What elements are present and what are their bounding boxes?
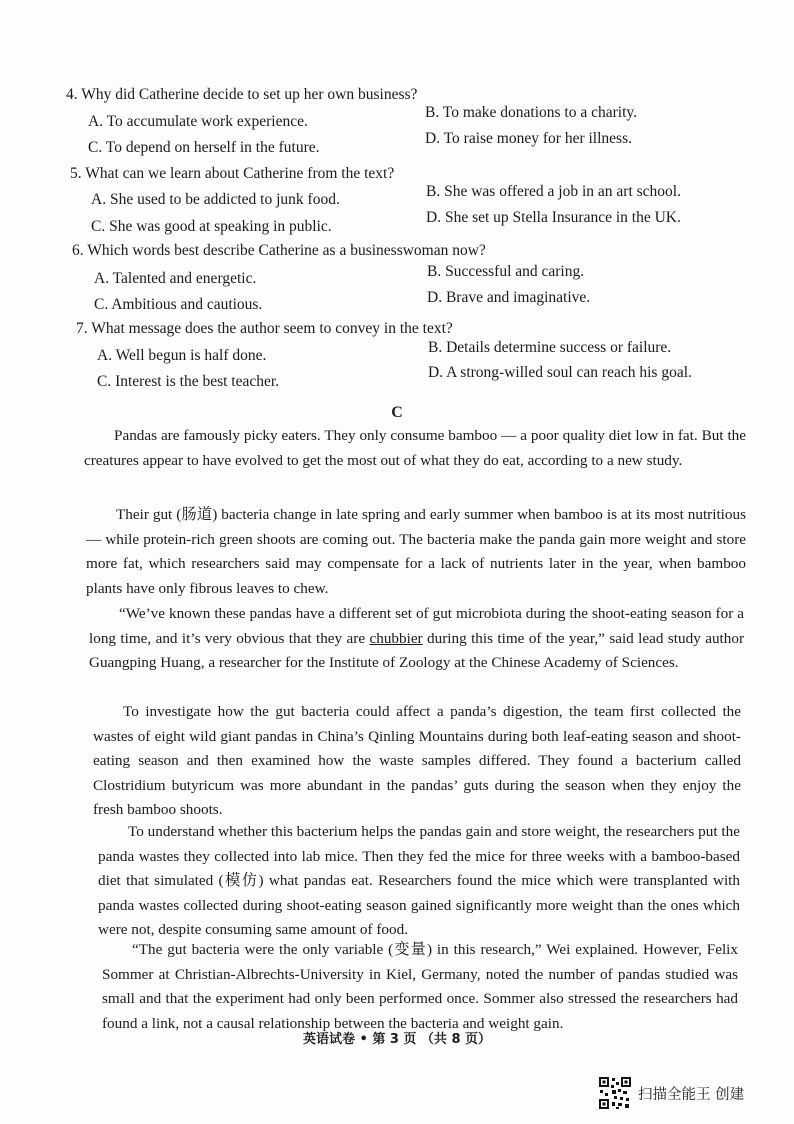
qr-code-icon xyxy=(598,1076,632,1110)
question-6-option-d: D. Brave and imaginative. xyxy=(427,289,591,306)
question-5-stem: 5. What can we learn about Catherine from the text? xyxy=(70,165,395,182)
underlined-word: chubbier xyxy=(369,629,423,647)
question-5-option-d: D. She set up Stella Insurance in the UK. xyxy=(426,209,681,226)
question-4-option-a: A. To accumulate work experience. xyxy=(88,113,308,130)
passage-paragraph-5: To understand whether this bacterium helps the pandas gain and store weight, the researchers put the panda wastes they collected into lab mice. Then they fed the mice for three weeks with a bamboo-based diet that simulated (模仿) what pandas eat. Researchers found the mice which were transplanted with panda wastes collected during shoot-eating season gained significantly more weight than the ones which were not, despite consuming same amount of food. xyxy=(98,823,740,938)
passage-paragraph-2: Their gut (肠道) bacteria change in late spring and early summer when bamboo is at its most nutritious — while protein-rich green shoots are coming out. The bacteria make the panda gain more weight and store more fat, which researchers said may compensate for a lack of nutrients later in the year, when bamboo plants have only fibrous leaves to chew. xyxy=(86,506,746,597)
question-6-stem: 6. Which words best describe Catherine as a businesswoman now? xyxy=(72,242,486,259)
passage-paragraph-3 xyxy=(89,602,744,676)
question-6-option-b: B. Successful and caring. xyxy=(427,263,585,280)
question-5-option-c: C. She was good at speaking in public. xyxy=(91,218,332,235)
section-title: C xyxy=(391,404,403,421)
question-5-option-b: B. She was offered a job in an art school. xyxy=(426,183,681,200)
watermark-text: 扫描全能王 创建 xyxy=(638,1086,745,1103)
passage-paragraph-4: To investigate how the gut bacteria could affect a panda’s digestion, the team first collected the wastes of eight wild giant pandas in China’s Qinling Mountains during both leaf-eating season and shoot-eating season and then examined how the waste samples differed. They found a bacterium called Clostridium butyricum was more abundant in the pandas’ guts during the season when they enjoy the fresh bamboo shoots. xyxy=(93,703,741,818)
question-5-option-a: A. She used to be addicted to junk food. xyxy=(91,191,340,208)
passage-paragraph-6: “The gut bacteria were the only variable (变量) in this research,” Wei explained. However, Felix Sommer at Christian-Albrechts-University in Kiel, Germany, noted the number of pandas studied was small and that the experiment had only been performed once. Sommer also stressed the researchers had found a link, not a causal relationship between the bacteria and weight gain. xyxy=(102,941,738,1032)
quote-text-before: “We’ve known these pandas have a different set of gut microbiota during the shoot-eating season for a long time, and it’s very obvious that they are xyxy=(89,605,744,647)
question-4-option-c: C. To depend on herself in the future. xyxy=(88,139,320,156)
page-footer: 英语试卷 • 第 3 页 （共 8 页） xyxy=(302,1032,492,1047)
passage-paragraph-1: Pandas are famously picky eaters. They only consume bamboo — a poor quality diet low in fat. But the creatures appear to have evolved to get the most out of what they do eat, according to a new study. xyxy=(84,427,746,469)
question-7-stem: 7. What message does the author seem to convey in the text? xyxy=(76,320,453,337)
question-7-option-a: A. Well begun is half done. xyxy=(97,347,267,364)
question-7-option-b: B. Details determine success or failure. xyxy=(428,339,672,356)
question-7-option-c: C. Interest is the best teacher. xyxy=(97,373,280,390)
question-6-option-c: C. Ambitious and cautious. xyxy=(94,296,263,313)
question-4-stem: 4. Why did Catherine decide to set up her own business? xyxy=(66,86,418,103)
question-4-option-d: D. To raise money for her illness. xyxy=(425,130,632,147)
scanner-watermark xyxy=(598,1076,744,1110)
question-7-option-d: D. A strong-willed soul can reach his goal. xyxy=(428,364,692,381)
question-6-option-a: A. Talented and energetic. xyxy=(94,270,257,287)
quote-text-after: during this time of the year,” said lead study author Guangping Huang, a researcher for the Institute of Zoology at the Chinese Academy of Sciences. xyxy=(89,629,744,671)
question-4-option-b: B. To make donations to a charity. xyxy=(425,104,637,121)
